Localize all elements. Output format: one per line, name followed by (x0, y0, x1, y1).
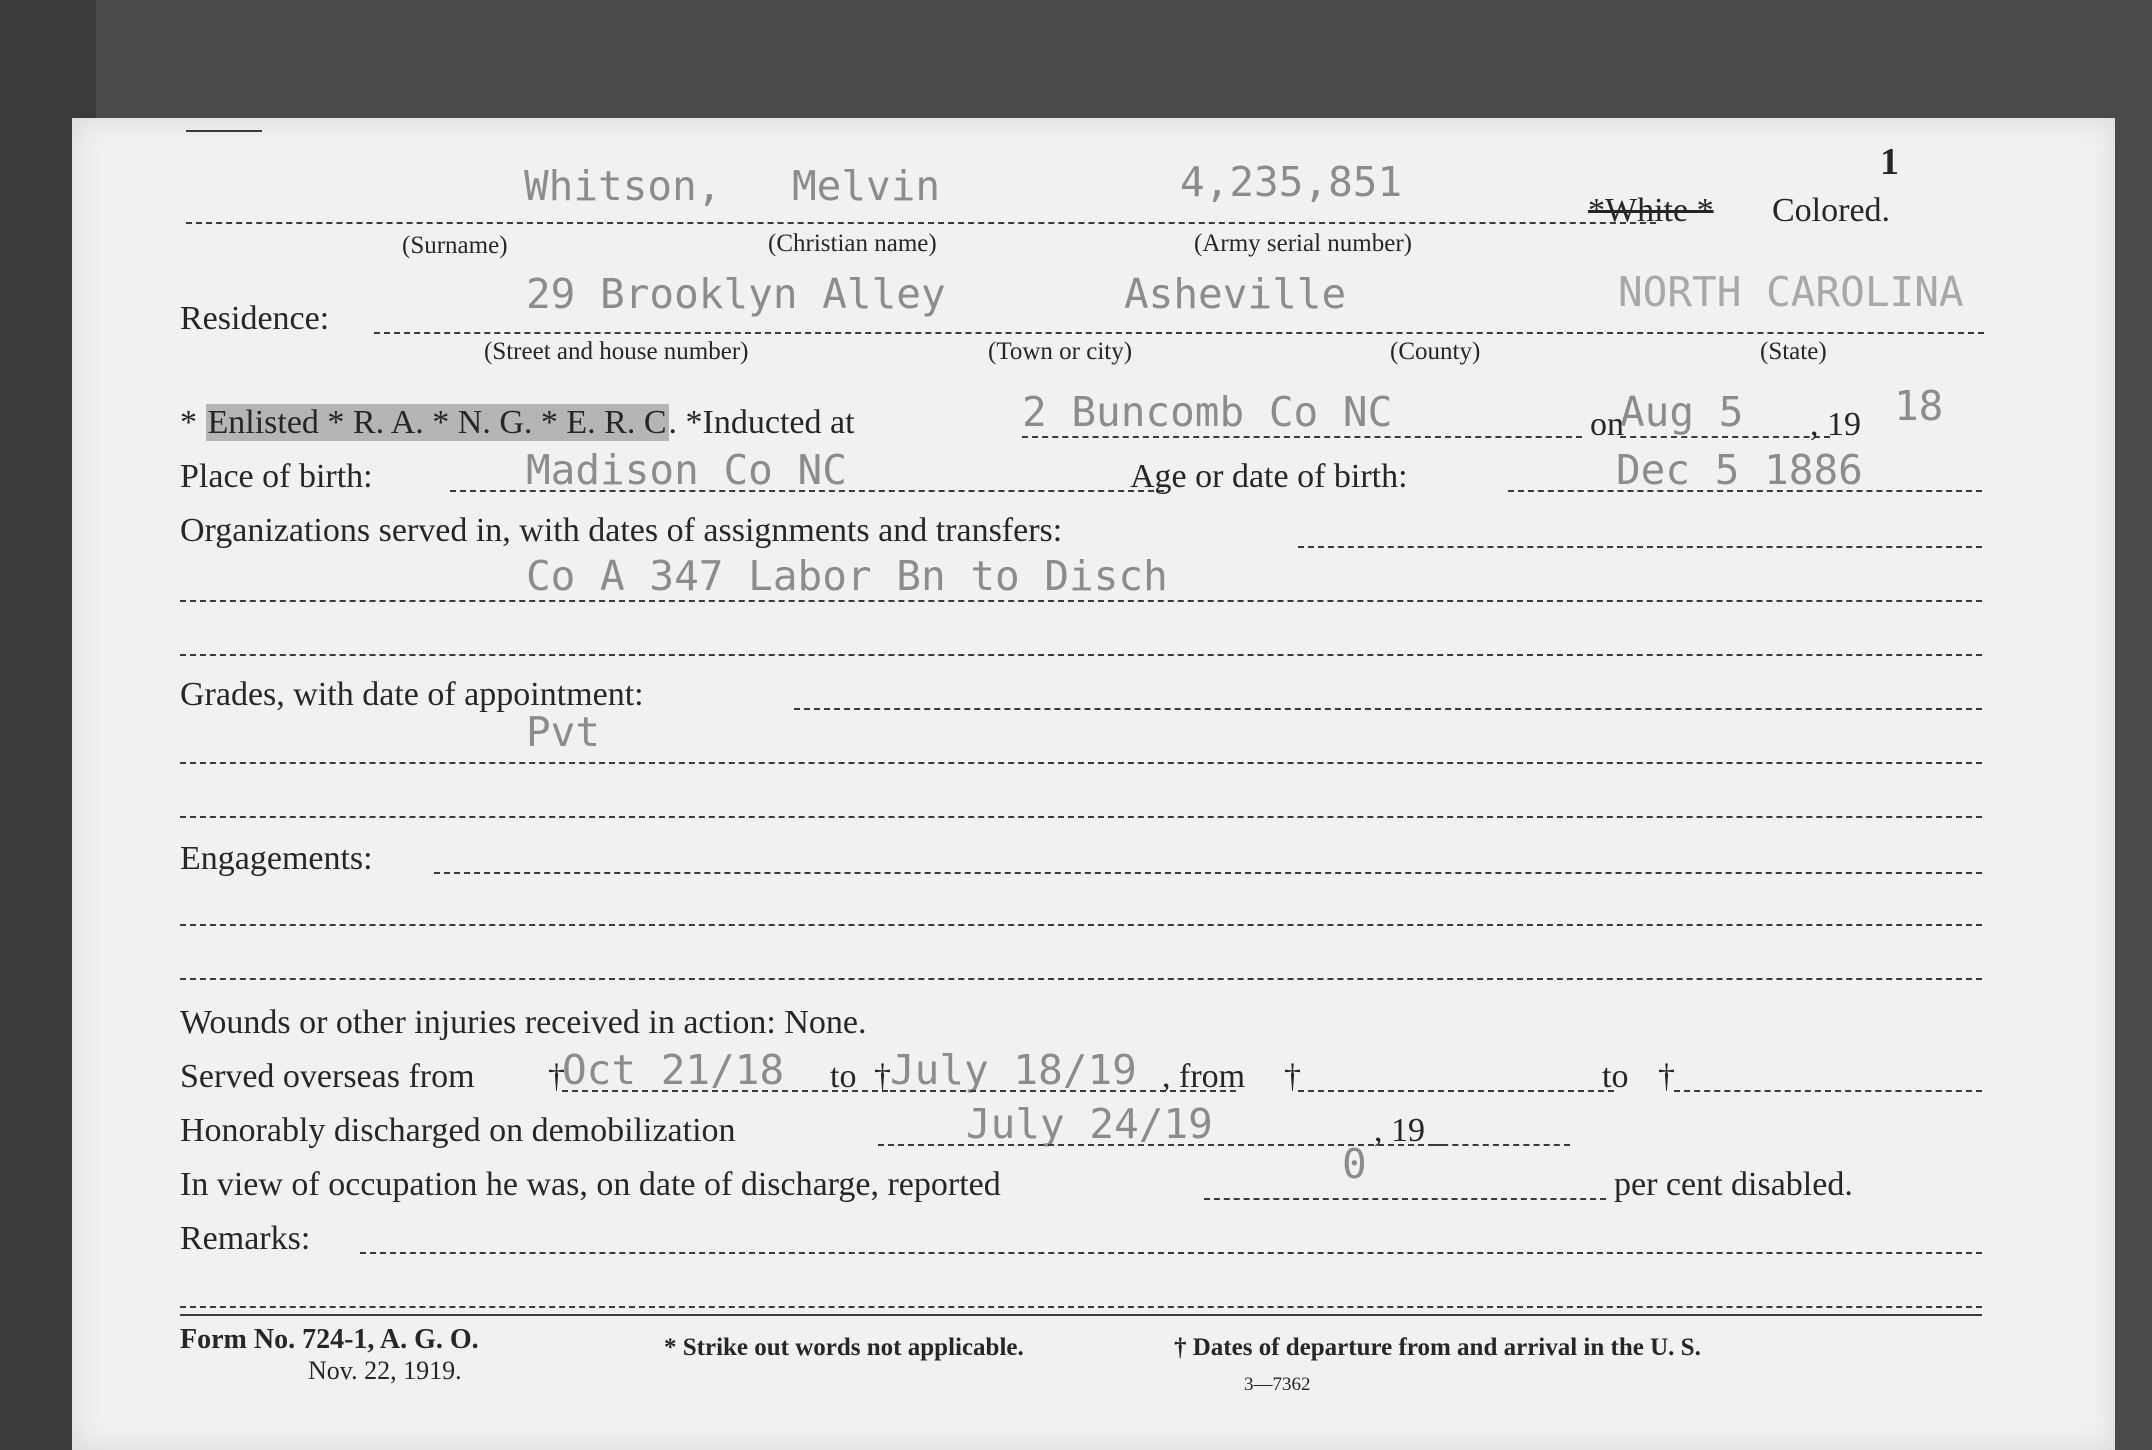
disability-suffix: per cent disabled. (1614, 1166, 1853, 1203)
induction-line-text (180, 404, 855, 442)
overseas-to2-label: to (1602, 1058, 1629, 1095)
top-rule (186, 130, 262, 132)
discharge-year-line (1432, 1144, 1570, 1146)
induction-year-value: 18 (1894, 382, 1944, 430)
induction-date-value: Aug 5 (1620, 388, 1744, 436)
footnote-dates: † Dates of departure from and arrival in the U. S. (1174, 1334, 1701, 1361)
disability-value: 0 (1342, 1140, 1367, 1188)
surname-label: (Surname) (402, 232, 508, 259)
street-label: (Street and house number) (484, 338, 749, 365)
overseas-dagger-4: † (1658, 1058, 1675, 1095)
discharge-value: July 24/19 (966, 1100, 1213, 1148)
age-label: Age or date of birth: (1130, 458, 1408, 495)
overseas-from-value: Oct 21/18 (562, 1046, 785, 1094)
organizations-line-0 (1298, 546, 1982, 548)
residence-line (374, 332, 1984, 334)
overseas-to-value: July 18/19 (890, 1046, 1137, 1094)
overseas-dagger-2: † (874, 1058, 891, 1095)
card-number: 1 (1880, 141, 1899, 183)
print-code: 3—7362 (1244, 1374, 1311, 1395)
organizations-value: Co A 347 Labor Bn to Disch (526, 552, 1168, 600)
remarks-line-0 (360, 1252, 1982, 1254)
residence-label: Residence: (180, 300, 330, 337)
induction-date-line (1620, 436, 1830, 438)
place-of-birth-line (450, 490, 1164, 492)
county-label: (County) (1390, 338, 1481, 365)
disability-line (1204, 1198, 1606, 1200)
age-line (1508, 490, 1982, 492)
name-line (186, 222, 1656, 224)
serial-number-label: (Army serial number) (1194, 230, 1412, 257)
remarks-label: Remarks: (180, 1220, 311, 1257)
year-prefix: , 19 (1810, 406, 1861, 443)
wounds-label-text: Wounds or other injuries received in action: (180, 1004, 776, 1041)
overseas-to-label: to (830, 1058, 857, 1095)
grades-value: Pvt (526, 708, 601, 756)
town-value: Asheville (1124, 270, 1347, 318)
discharge-year-label: , 19 (1374, 1112, 1425, 1149)
engagements-line-1 (180, 924, 1982, 926)
discharge-label: Honorably discharged on demobilization (180, 1112, 736, 1149)
overseas-dagger-1: † (548, 1058, 565, 1095)
footnote-strike: * Strike out words not applicable. (664, 1334, 1024, 1361)
serial-number-value: 4,235,851 (1180, 158, 1403, 206)
overseas-from2-label: , from (1162, 1058, 1246, 1095)
wounds-value: None. (784, 1004, 867, 1041)
christian-name-value: Melvin (792, 162, 941, 210)
place-of-birth-label: Place of birth: (180, 458, 373, 495)
engagements-line-2 (180, 978, 1982, 980)
asterisk: * (180, 404, 197, 441)
remarks-line-1 (180, 1306, 1982, 1308)
grades-line-2 (180, 816, 1982, 818)
grades-line-0 (794, 708, 1982, 710)
inducted-at-label: . *Inducted at (668, 404, 855, 441)
engagements-line-0 (434, 872, 1982, 874)
state-value: NORTH CAROLINA (1618, 268, 1964, 316)
form-date: Nov. 22, 1919. (308, 1356, 462, 1385)
enlisted-options: Enlisted * R. A. * N. G. * E. R. C (207, 404, 667, 441)
race-white-option: *White * (1588, 192, 1714, 229)
organizations-line-1 (180, 600, 1982, 602)
overseas-to2-line (1674, 1090, 1982, 1092)
organizations-label: Organizations served in, with dates of assignments and transfers: (180, 512, 1063, 549)
organizations-line-2 (180, 654, 1982, 656)
state-label: (State) (1760, 338, 1827, 365)
overseas-dagger-3: † (1284, 1058, 1301, 1095)
service-record-card (72, 118, 2115, 1450)
street-value: 29 Brooklyn Alley (526, 270, 946, 318)
overseas-label: Served overseas from (180, 1058, 475, 1095)
inducted-at-value: 2 Buncomb Co NC (1022, 388, 1393, 436)
grades-line-1 (180, 762, 1982, 764)
town-label: (Town or city) (988, 338, 1133, 365)
wounds-label (180, 1004, 867, 1042)
engagements-label: Engagements: (180, 840, 373, 877)
footer-rule (180, 1314, 1982, 1316)
place-of-birth-value: Madison Co NC (526, 446, 847, 494)
surname-value: Whitson, (524, 162, 722, 210)
inducted-at-line (1022, 436, 1582, 438)
form-number: Form No. 724-1, A. G. O. (180, 1324, 479, 1355)
race-colored-option: Colored. (1772, 192, 1891, 229)
overseas-from2-line (1298, 1090, 1614, 1092)
disability-label: In view of occupation he was, on date of discharge, reported (180, 1166, 1001, 1203)
age-value: Dec 5 1886 (1616, 446, 1863, 494)
christian-name-label: (Christian name) (768, 230, 937, 257)
grades-label: Grades, with date of appointment: (180, 676, 644, 713)
on-label: on (1590, 406, 1624, 443)
